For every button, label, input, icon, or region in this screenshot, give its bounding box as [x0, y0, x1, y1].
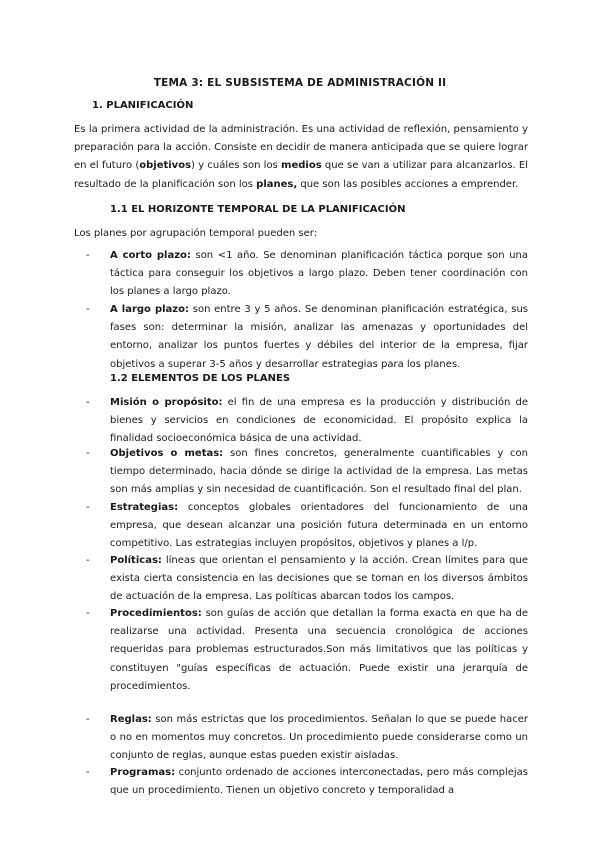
- list-item: [88, 394, 528, 449]
- list-item-body: conjunto ordenado de acciones interconectadas, pero más complejas que un procedimiento. Tienen un objetivo concreto y temporalidad a: [110, 767, 528, 797]
- list-item-label: Procedimientos:: [110, 608, 202, 619]
- list-dash: -: [86, 608, 90, 619]
- list-item-body: son <1 año. Se denominan planificación táctica porque son una táctica para conseguir los objetivos a largo plazo. Deben tener coordinación con los planes a largo plazo.: [110, 250, 529, 298]
- list-item-label: Estrategias:: [110, 502, 179, 513]
- list-item-text: [110, 605, 528, 696]
- intro-text-3: que se van a utilizar para alcanzarlos. El resultado de la planificación son los: [74, 160, 528, 190]
- section-1-heading: 1. PLANIFICACIÓN: [92, 100, 194, 111]
- list-item-label: Programas:: [110, 767, 176, 778]
- list-item-body: son más estrictas que los procedimientos. Señalan lo que se puede hacer o no en momentos muy concretos. Un procedimiento puede considerarse como un conjunto de reglas, aunque estas pueden existir aisladas.: [110, 714, 528, 762]
- list-item: [88, 764, 528, 800]
- intro-bold-objetivos: objetivos: [139, 160, 192, 172]
- list-item: [88, 605, 528, 696]
- list-item-body: conceptos globales orientadores del funcionamiento de una empresa, que desean alcanzar una posición futura determinada en un entorno competitivo. Las estrategias incluyen propósitos, objetivos y planes a l/p.: [110, 502, 528, 550]
- intro-bold-planes: planes,: [256, 178, 298, 190]
- list-item-text: [110, 394, 528, 449]
- page-title: TEMA 3: EL SUBSISTEMA DE ADMINISTRACIÓN II: [153, 77, 447, 89]
- section-1-1-lead: Los planes por agrupación temporal pueden ser:: [74, 228, 318, 239]
- list-item-text: [110, 711, 528, 766]
- list-item-text: [110, 499, 528, 554]
- list-item: [88, 711, 528, 766]
- section-1-intro: [74, 121, 528, 194]
- list-item: [88, 552, 528, 607]
- list-item-text: [110, 247, 528, 302]
- list-item-text: [110, 552, 528, 607]
- list-item-body: son entre 3 y 5 años. Se denominan planificación estratégica, sus fases son: determinar la misión, analizar las amenazas y oportunidades del entorno, analizar los puntos fuertes y débiles del interior de la empresa, fijar objetivos a superar 3-5 años y desarrollar estrategias para los planes.: [110, 304, 528, 370]
- list-dash: -: [86, 767, 90, 778]
- list-item-label: Reglas:: [110, 714, 152, 725]
- list-dash: -: [86, 714, 90, 725]
- list-item-label: Políticas:: [110, 555, 162, 566]
- list-dash: -: [86, 555, 90, 566]
- list-dash: -: [86, 448, 90, 459]
- list-item-label: Misión o propósito:: [110, 397, 223, 408]
- intro-text-4: que son las posibles acciones a emprender.: [297, 178, 519, 190]
- list-item-label: A largo plazo:: [110, 304, 189, 315]
- list-dash: -: [86, 250, 90, 261]
- list-item: [88, 499, 528, 554]
- list-dash: -: [86, 502, 90, 513]
- intro-text-2: ) y cuáles son los: [191, 160, 282, 172]
- list-item-label: Objetivos o metas:: [110, 448, 224, 459]
- section-1-1-heading: 1.1 EL HORIZONTE TEMPORAL DE LA PLANIFICACIÓN: [110, 204, 406, 215]
- list-item-text: [110, 764, 528, 800]
- section-1-2-heading: 1.2 ELEMENTOS DE LOS PLANES: [110, 373, 291, 384]
- list-item-text: [110, 445, 528, 500]
- list-item-label: A corto plazo:: [110, 250, 191, 261]
- intro-bold-medios: medios: [281, 160, 322, 172]
- list-item-body: líneas que orientan el pensamiento y la acción. Crean límites para que exista cierta consistencia en las decisiones que se toman en los diversos ámbitos de actuación de la empresa. Las políticas abarcan todos los campos.: [110, 555, 528, 603]
- list-item-text: [110, 301, 528, 374]
- intro-text-1: Es la primera actividad de la administración. Es una actividad de reflexión, pensamiento y preparación para la acción. Consiste en decidir de manera anticipada que se quiere lograr en el futuro (: [74, 124, 528, 172]
- list-item-body: son fines concretos, generalmente cuantificables y con tiempo determinado, hacia dónde se dirige la actividad de la empresa. Las metas son más amplias y sin necesidad de cuantificación. Son el resultado final del plan.: [110, 448, 528, 496]
- list-item: [88, 445, 528, 500]
- list-item-body: son guías de acción que detallan la forma exacta en que ha de realizarse una actividad. Presenta una secuencia cronológica de acciones requeridas para problemas estructurados.Son más limitativos que las políticas y constituyen "guías específicas de actuación. Puede existir una jerarquía de procedimientos.: [110, 608, 528, 692]
- list-item: [88, 301, 528, 374]
- list-item-body: el fin de una empresa es la producción y distribución de bienes y servicios en condiciones de economicidad. El propósito explica la finalidad socioeconómica básica de una actividad.: [110, 397, 528, 445]
- list-item: [88, 247, 528, 302]
- list-dash: -: [86, 397, 90, 408]
- list-dash: -: [86, 304, 90, 315]
